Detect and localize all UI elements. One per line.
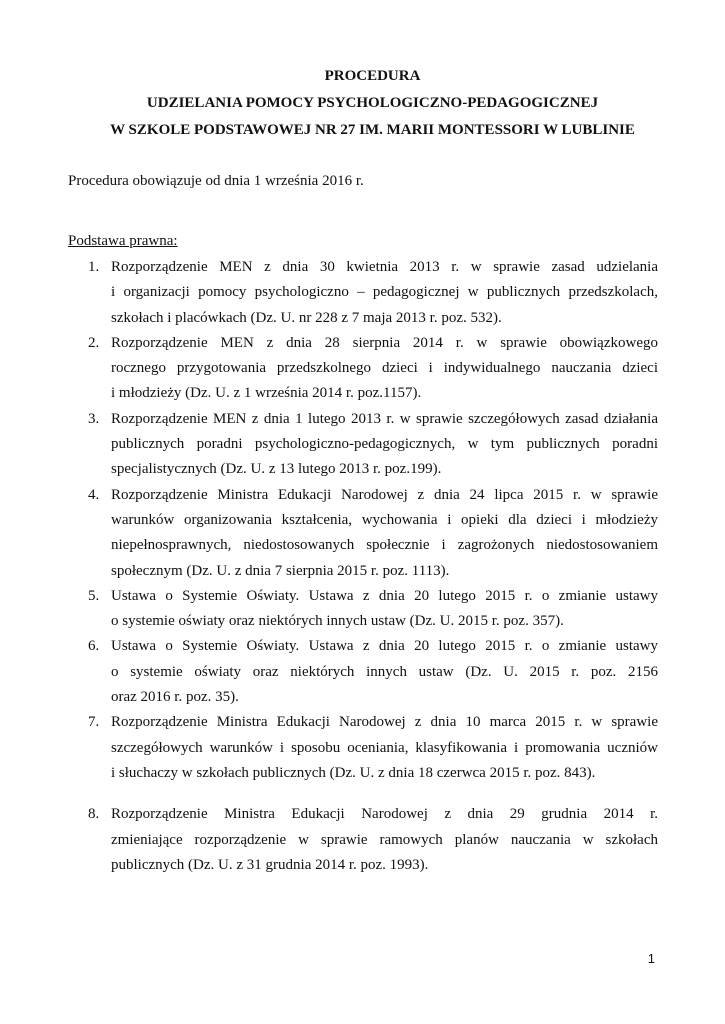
item-number: 6. — [88, 638, 100, 655]
title-school: W SZKOLE PODSTAWOWEJ NR 27 IM. MARII MONTESSORI W LUBLINIE — [110, 122, 635, 138]
effective-date: Procedura obowiązuje od dnia 1 września 2016 r. — [68, 173, 364, 189]
item-line: oraz 2016 r. poz. 35). — [111, 689, 239, 706]
list-item — [68, 584, 658, 635]
item-number: 4. — [88, 486, 100, 503]
item-line: o systemie oświaty oraz niektórych innych ustaw (Dz. U. 2015 r. poz. 2156 — [111, 663, 658, 680]
item-line: warunków organizowania kształcenia, wychowania i opieki dla dzieci i młodzieży — [111, 511, 658, 528]
item-number: 2. — [88, 334, 100, 351]
item-number: 7. — [88, 714, 100, 731]
list-item — [68, 634, 658, 710]
item-line: Rozporządzenie Ministra Edukacji Narodowej z dnia 10 marca 2015 r. w sprawie — [111, 714, 658, 731]
item-line: i młodzieży (Dz. U. z 1 września 2014 r. poz.1157). — [111, 385, 422, 402]
title-subject: UDZIELANIA POMOCY PSYCHOLOGICZNO-PEDAGOGICZNEJ — [146, 95, 599, 111]
item-line: publicznych (Dz. U. z 31 grudnia 2014 r. poz. 1993). — [111, 856, 429, 873]
item-line: Rozporządzenie MEN z dnia 28 sierpnia 2014 r. w sprawie obowiązkowego — [111, 334, 658, 351]
item-line: Rozporządzenie Ministra Edukacji Narodowej z dnia 24 lipca 2015 r. w sprawie — [111, 486, 658, 503]
item-line: i słuchaczy w szkołach publicznych (Dz. U. z dnia 18 czerwca 2015 r. poz. 843). — [111, 764, 596, 781]
item-line: Rozporządzenie MEN z dnia 1 lutego 2013 r. w sprawie szczegółowych zasad działania — [111, 410, 658, 427]
item-line: Ustawa o Systemie Oświaty. Ustawa z dnia 20 lutego 2015 r. o zmianie ustawy — [111, 587, 658, 604]
item-line: Rozporządzenie MEN z dnia 30 kwietnia 2013 r. w sprawie zasad udzielania — [111, 259, 658, 275]
item-number: 3. — [88, 410, 100, 427]
item-line: szkołach i placówkach (Dz. U. nr 228 z 7 maja 2013 r. poz. 532). — [111, 309, 502, 326]
item-line: i organizacji pomocy psychologiczno – pedagogicznej w publicznych przedszkolach, — [111, 284, 658, 301]
item-number: 8. — [88, 806, 100, 823]
item-line: społecznym (Dz. U. z dnia 7 sierpnia 2015 r. poz. 1113). — [111, 562, 450, 579]
page-number: 1 — [647, 951, 655, 966]
item-line: specjalistycznych (Dz. U. z 13 lutego 2013 r. poz.199). — [111, 461, 442, 478]
item-number: 1. — [88, 259, 100, 275]
legal-basis-list — [68, 255, 658, 878]
list-item — [68, 710, 658, 786]
list-item — [68, 407, 658, 483]
item-number: 5. — [88, 587, 100, 604]
item-line: o systemie oświaty oraz niektórych innych ustaw (Dz. U. 2015 r. poz. 357). — [111, 613, 564, 630]
item-line: zmieniające rozporządzenie w sprawie ramowych planów nauczania w szkołach — [111, 831, 658, 848]
list-item — [68, 802, 658, 878]
item-line: Ustawa o Systemie Oświaty. Ustawa z dnia 20 lutego 2015 r. o zmianie ustawy — [111, 638, 658, 655]
item-line: szczegółowych warunków i sposobu oceniania, klasyfikowania i promowania uczniów — [111, 739, 658, 756]
title-procedure: PROCEDURA — [324, 68, 421, 84]
list-item — [68, 331, 658, 407]
list-item — [68, 483, 658, 584]
legal-basis-heading: Podstawa prawna: — [68, 233, 178, 249]
list-item — [68, 255, 658, 331]
item-line: niepełnosprawnych, niedostosowanych społecznie i zagrożonych niedostosowaniem — [111, 537, 658, 554]
item-line: rocznego przygotowania przedszkolnego dzieci i indywidualnego nauczania dzieci — [111, 360, 658, 377]
item-line: publicznych poradni psychologiczno-pedagogicznych, w tym publicznych poradni — [111, 436, 658, 453]
item-line: Rozporządzenie Ministra Edukacji Narodowej z dnia 29 grudnia 2014 r. — [111, 806, 658, 823]
